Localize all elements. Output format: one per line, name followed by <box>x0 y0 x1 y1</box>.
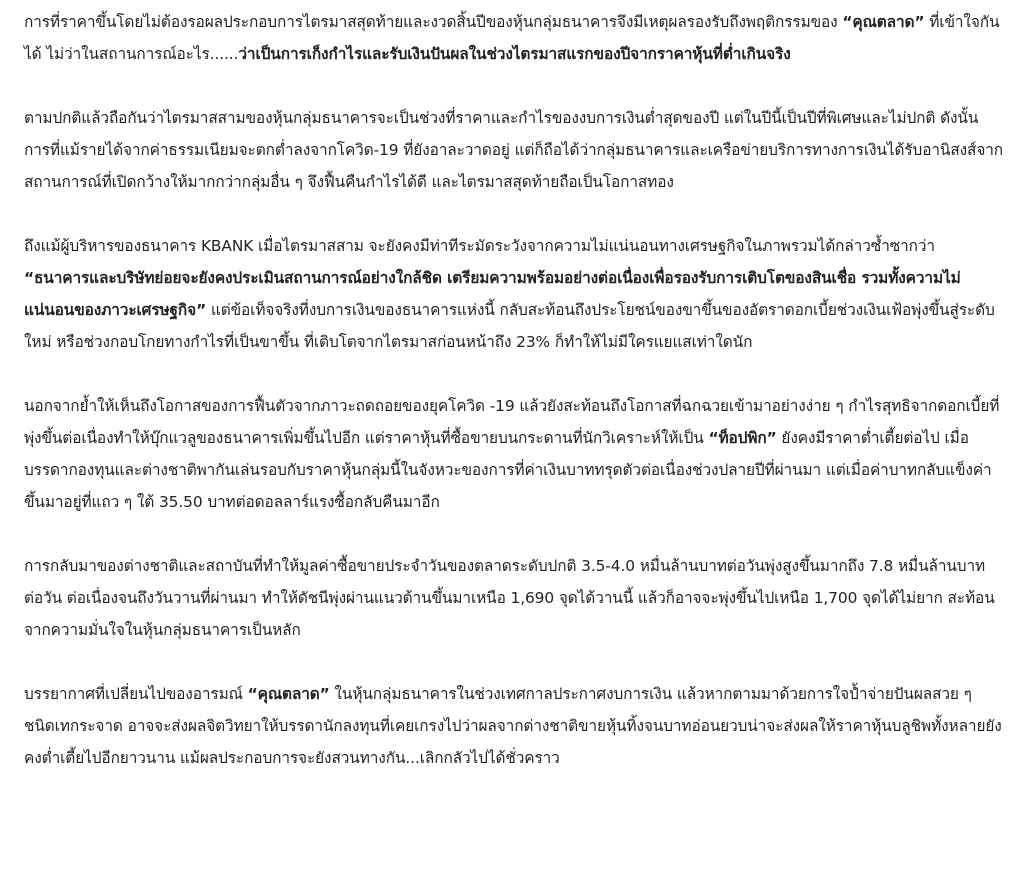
paragraph-text: การที่ราคาขึ้นโดยไม่ต้องรอผลประกอบการไตรมาสสุดท้ายและงวดสิ้นปีของหุ้นกลุ่มธนาคารจึงมีเหตุผลรองรับถึงพฤติกรรมของ <box>24 13 843 31</box>
emphasis-quote: “ธนาคารและบริษัทย่อยจะยังคงประเมินสถานการณ์อย่างใกล้ชิด เตรียมความพร้อมอย่างต่อเนื่องเพื่อรองรับการเติบโตของสินเชื่อ รวมทั้งความไม่แน่นอนของภาวะเศรษฐกิจ” <box>24 269 961 319</box>
paragraph-text: ที่เข้าใจกันได้ ไม่ว่าในสถานการณ์อะไร...... <box>24 13 1000 63</box>
emphasis-text: ว่าเป็นการเก็งกำไรและรับเงินปันผลในช่วงไตรมาสแรกของปีจากราคาหุ้นที่ต่ำเกินจริง <box>238 45 791 63</box>
paragraph-text: ตามปกติแล้วถือกันว่าไตรมาสสามของหุ้นกลุ่มธนาคารจะเป็นช่วงที่ราคาและกำไรของงบการเงินต่ำสุดของปี แต่ในปีนี้เป็นปีที่พิเศษและไม่ปกติ ดังนั้น การที่แม้รายได้จากค่าธรรมเนียมจะตกต่ำลงจากโควิด-19 ที่ยังอาละวาดอยู่ แต่ก็ถือได้ว่ากลุ่มธนาคารและเครือข่ายบริการทางการเงินได้รับอานิสงส์จากสถานการณ์ที่เปิดกว้างให้มากกว่ากลุ่มอื่น ๆ จึงฟื้นคืนกำไรได้ดี และไตรมาสสุดท้ายถือเป็นโอกาสทอง <box>24 109 1003 191</box>
paragraph-text: ในหุ้นกลุ่มธนาคารในช่วงเทศกาลประกาศงบการเงิน แล้วหากตามมาด้วยการใจป้ำจ่ายปันผลสวย ๆ ชนิดเทกระจาด อาจจะส่งผลจิตวิทยาให้บรรดานักลงทุนที่เคยเกรงไปว่าผลจากต่างชาติขายหุ้นทิ้งจนบาทอ่อนยวบน่าจะส่งผลให้ราคาหุ้นบลูชิพทั้งหลายยังคงต่ำเตี้ยไปอีกยาวนาน แม้ผลประกอบการจะยังสวนทางกัน...เลิกกลัวไปได้ชั่วคราว <box>24 685 1002 767</box>
paragraph-text: นอกจากย้ำให้เห็นถึงโอกาสของการฟื้นตัวจากภาวะถดถอยของยุคโควิด -19 แล้วยังสะท้อนถึงโอกาสที่ฉกฉวยเข้ามาอย่างง่าย ๆ กำไรสุทธิจากดอกเบี้ยที่พุ่งขึ้นต่อเนื่องทำให้บุ๊กแวลูของธนาคารเพิ่มขึ้นไปอีก แต่ราคาหุ้นที่ซื้อขายบนกระดานที่นักวิเคราะห์ให้เป็น <box>24 397 1000 447</box>
paragraph-text: ถึงแม้ผู้บริหารของธนาคาร KBANK เมื่อไตรมาสสาม จะยังคงมีท่าทีระมัดระวังจากความไม่แน่นอนทางเศรษฐกิจในภาพรวมได้กล่าวซ้ำซากว่า <box>24 237 935 255</box>
paragraph-text: ยังคงมีราคาต่ำเตี้ยต่อไป เมื่อบรรดากองทุนและต่างชาติพากันเล่นรอบกับราคาหุ้นกลุ่มนี้ในจังหวะของการที่ค่าเงินบาททรุดตัวต่อเนื่องช่วงปลายปีที่ผ่านมา แต่เมื่อค่าบาทกลับแข็งค่าขึ้นมาอยู่ที่แถว ๆ ใต้ 35.50 บาทต่อดอลลาร์แรงซื้อกลับคืนมาอีก <box>24 429 992 511</box>
article-paragraph <box>24 678 1004 774</box>
article-paragraph <box>24 6 1004 70</box>
article-paragraph <box>24 230 1004 358</box>
paragraph-text: การกลับมาของต่างชาติและสถาบันที่ทำให้มูลค่าซื้อขายประจำวันของตลาดระดับปกติ 3.5-4.0 หมื่นล้านบาทต่อวันพุ่งสูงขึ้นมากถึง 7.8 หมื่นล้านบาทต่อวัน ต่อเนื่องจนถึงวันวานที่ผ่านมา ทำให้ดัชนีพุ่งผ่านแนวต้านขึ้นมาเหนือ 1,690 จุดได้วานนี้ แล้วก็อาจจะพุ่งขึ้นไปเหนือ 1,700 จุดได้ไม่ยาก สะท้อนจากความมั่นใจในหุ้นกลุ่มธนาคารเป็นหลัก <box>24 557 995 639</box>
emphasis-quote: “คุณตลาด” <box>842 13 925 31</box>
paragraph-text: บรรยากาศที่เปลี่ยนไปของอารมณ์ <box>24 685 248 703</box>
emphasis-quote: “คุณตลาด” <box>247 685 330 703</box>
article-paragraph <box>24 102 1004 198</box>
emphasis-quote: “ท็อปพิก” <box>708 429 777 447</box>
article-paragraph <box>24 390 1004 518</box>
paragraph-text: แต่ข้อเท็จจริงที่งบการเงินของธนาคารแห่งนี้ กลับสะท้อนถึงประโยชน์ของขาขึ้นของอัตราดอกเบี้ยช่วงเงินเฟ้อพุ่งขึ้นสู่ระดับใหม่ หรือช่วงกอบโกยทางกำไรที่เป็นขาขึ้น ที่เติบโตจากไตรมาสก่อนหน้าถึง 23% ก็ทำให้ไม่มีใครแยแสเท่าใดนัก <box>24 301 995 351</box>
article-paragraph <box>24 550 1004 646</box>
